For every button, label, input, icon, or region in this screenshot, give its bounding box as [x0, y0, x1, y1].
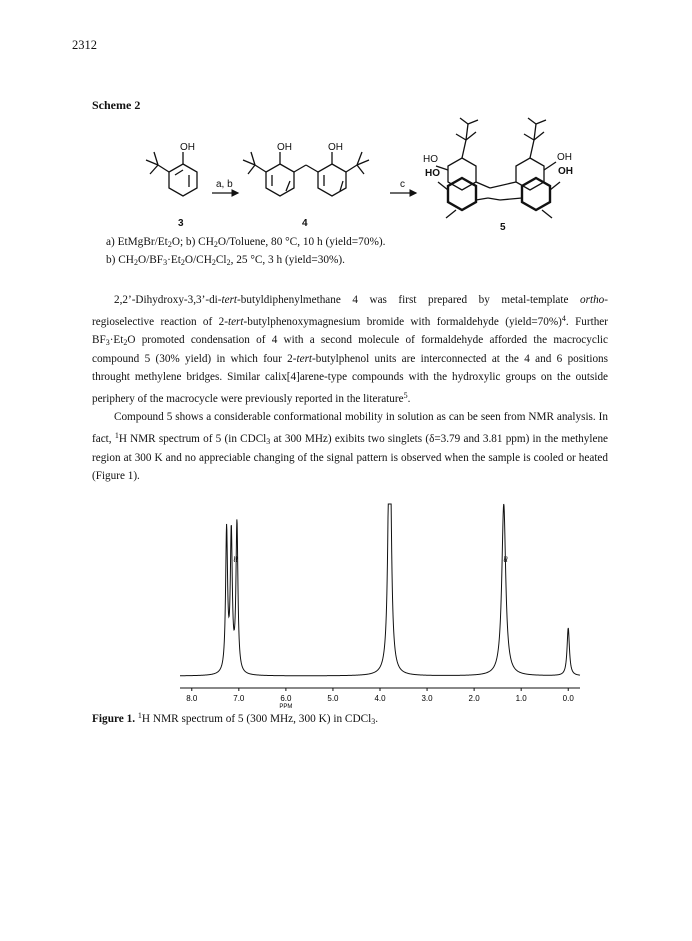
- paragraph-1: 2,2’-Dihydroxy-3,3’-di-tert-butyldiphenylmethane 4 was first prepared by metal-template ortho-regioselective reaction of 2-tert-butylphenoxymagnesium bromide with formaldehyde (yield=70%)$^4$. Further $BF_3\cdot Et_2O$ promoted condensation of 4 with a second molecule of formaldehyde afforded the macrocyclic compound 5 (30% yield) in which four 2-tert-butylphenol units are interconnected at the 4 and 6 positions throught methylene bridges. Similar calix[4]arene-type compounds with the hydroxylic groups on the outside periphery of the macrocycle were previously reported in the literature$^5$.: [92, 294, 609, 405]
- compound-label-4: 4: [302, 218, 308, 229]
- compound-5-structure: [436, 118, 560, 218]
- compound-4-structure: [243, 152, 369, 196]
- break-mark-aromatic: ≈: [229, 556, 242, 563]
- oh-label-5b: OH: [558, 166, 573, 177]
- x-tick-label: 1.0: [515, 694, 527, 703]
- ho-label-5a: HO: [423, 154, 438, 165]
- scheme-diagram: [90, 110, 610, 235]
- oh-label-4b: OH: [328, 142, 343, 153]
- nmr-trace-line: [180, 504, 580, 676]
- x-tick-label: 6.0: [280, 694, 292, 703]
- conditions-line-1: a) EtMgBr/$Et_2O$; b) $CH_2O$/Toluene, 80 °C, 10 h (yield=70%).: [106, 236, 386, 249]
- figure-caption: Figure 1. $^1$H NMR spectrum of 5 (300 MHz, 300 K) in CDCl$_3$.: [92, 711, 379, 726]
- page-number: 2312: [72, 38, 97, 52]
- body-text: [92, 292, 608, 486]
- oh-label-3: OH: [180, 142, 195, 153]
- compound-label-5: 5: [500, 222, 506, 233]
- compound-label-3: 3: [178, 218, 184, 229]
- x-tick-label: 8.0: [186, 694, 198, 703]
- x-tick-label: 4.0: [374, 694, 386, 703]
- paragraph-2: Compound 5 shows a considerable conformational mobility in solution as can be seen from NMR analysis. In fact, $^1$H NMR spectrum of 5 (in CDCl$_3$ at 300 MHz) exibits two singlets (δ=3.79 and 3.81 ppm) in the methylene region at 300 K and no appreciable changing of the signal pattern is observed when the sample is cooled or heated (Figure 1).: [92, 410, 609, 483]
- nmr-spectrum-chart: [170, 498, 590, 710]
- scheme-title: Scheme 2: [92, 98, 141, 112]
- x-tick-label: 3.0: [421, 694, 433, 703]
- compound-3-structure: [146, 152, 197, 196]
- x-axis-label: PPM: [279, 704, 293, 710]
- arrow-ab-label: a, b: [216, 179, 233, 190]
- oh-label-4a: OH: [277, 142, 292, 153]
- x-tick-label: 0.0: [562, 694, 574, 703]
- conditions-line-2: b) $CH_2O/BF_3\cdot Et_2O/CH_2Cl_2$, 25 °C, 3 h (yield=30%).: [106, 254, 345, 267]
- x-tick-label: 7.0: [233, 694, 245, 703]
- x-tick-label: 2.0: [468, 694, 480, 703]
- ho-label-5b: HO: [425, 168, 440, 179]
- arrow-c-label: c: [400, 179, 405, 190]
- oh-label-5a: OH: [557, 152, 572, 163]
- x-tick-label: 5.0: [327, 694, 339, 703]
- break-mark-tbutyl: ≈: [498, 556, 511, 563]
